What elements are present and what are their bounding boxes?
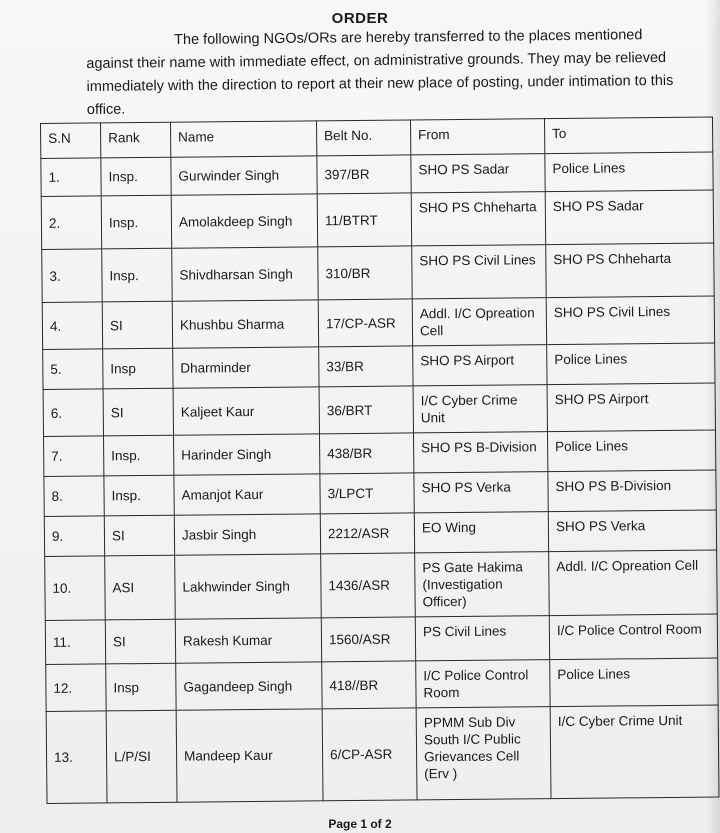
- cell-sn: 10.: [45, 556, 106, 621]
- cell-from: PPMM Sub Div South I/C Public Grievances Cell (Erv ): [416, 707, 551, 800]
- cell-from: SHO PS Verka: [414, 472, 548, 513]
- cell-from: SHO PS Chheharta: [411, 192, 546, 246]
- cell-name: Jasbir Singh: [174, 514, 320, 555]
- cell-sn: 11.: [45, 620, 105, 665]
- cell-sn: 9.: [44, 516, 104, 557]
- cell-name: Gagandeep Singh: [176, 662, 322, 710]
- cell-from: EO Wing: [414, 512, 548, 553]
- cell-rank: Insp.: [104, 435, 174, 476]
- cell-belt: 438/BR: [319, 433, 413, 474]
- cell-name: Amanjot Kaur: [174, 474, 320, 515]
- table-row: [42, 296, 714, 349]
- cell-sn: 2.: [41, 196, 102, 250]
- cell-rank: SI: [103, 388, 173, 436]
- cell-belt: 2212/ASR: [320, 513, 414, 554]
- cell-sn: 4.: [42, 302, 102, 350]
- cell-name: Lakhwinder Singh: [175, 554, 322, 619]
- table-body: [41, 152, 719, 803]
- cell-to: Addl. I/C Opreation Cell: [549, 550, 718, 616]
- order-intro: [86, 24, 687, 122]
- cell-name: Gurwinder Singh: [171, 156, 317, 195]
- cell-to: SHO PS Chheharta: [546, 243, 715, 298]
- cell-name: Kaljeet Kaur: [173, 387, 319, 435]
- table-row: [44, 430, 716, 476]
- cell-rank: ASI: [105, 555, 176, 620]
- cell-to: SHO PS B-Division: [548, 470, 716, 512]
- intro-rest: against their name with immediate effect, on administrative grounds. They may be relieved immediately with the direction to report at their new place of posting, under intimation to this office.: [86, 49, 674, 118]
- table-row: [46, 658, 718, 711]
- cell-from: Addl. I/C Opreation Cell: [412, 298, 546, 346]
- cell-belt: 1436/ASR: [321, 553, 416, 618]
- cell-from: SHO PS Sadar: [411, 154, 545, 193]
- cell-name: Mandeep Kaur: [176, 709, 323, 802]
- cell-belt: 418//BR: [322, 661, 416, 709]
- page-footer: Page 1 of 2: [328, 817, 392, 831]
- cell-belt: 6/CP-ASR: [322, 708, 417, 801]
- cell-sn: 1.: [41, 158, 101, 197]
- cell-to: SHO PS Airport: [547, 383, 715, 432]
- cell-rank: Insp.: [102, 248, 173, 302]
- cell-to: Police Lines: [545, 152, 713, 192]
- header-rank: Rank: [101, 122, 171, 158]
- cell-rank: Insp.: [101, 157, 171, 196]
- cell-to: Police Lines: [547, 430, 715, 472]
- cell-belt: 33/BR: [319, 346, 413, 387]
- cell-to: SHO PS Verka: [548, 510, 716, 552]
- table-row: [43, 383, 715, 436]
- cell-from: PS Gate Hakima (Investigation Officer): [415, 552, 550, 617]
- cell-belt: 310/BR: [318, 246, 413, 300]
- cell-name: Shivdharsan Singh: [172, 247, 319, 301]
- table-row: [41, 152, 713, 196]
- header-belt: Belt No.: [316, 120, 410, 156]
- cell-from: I/C Police Control Room: [416, 660, 550, 708]
- cell-rank: SI: [104, 515, 174, 556]
- cell-sn: 7.: [44, 436, 104, 477]
- cell-belt: 397/BR: [317, 155, 411, 194]
- cell-to: Police Lines: [547, 343, 715, 385]
- cell-sn: 8.: [44, 476, 104, 517]
- order-title: ORDER: [331, 10, 389, 27]
- transfer-table: [40, 117, 720, 804]
- table-row: [43, 343, 715, 389]
- cell-sn: 12.: [46, 664, 106, 712]
- cell-belt: 3/LPCT: [320, 473, 414, 514]
- cell-rank: Insp: [103, 348, 173, 389]
- page-edge-shadow: [706, 0, 720, 833]
- cell-name: Rakesh Kumar: [175, 618, 321, 663]
- cell-rank: SI: [105, 619, 175, 664]
- cell-belt: 36/BRT: [319, 386, 413, 434]
- cell-from: PS Civil Lines: [415, 616, 549, 661]
- table-row: [41, 190, 713, 249]
- cell-to: I/C Cyber Crime Unit: [550, 705, 719, 799]
- cell-name: Dharminder: [173, 347, 319, 388]
- header-sn: S.N: [41, 123, 101, 159]
- cell-to: I/C Police Control Room: [549, 614, 717, 660]
- cell-sn: 6.: [43, 389, 103, 437]
- cell-to: SHO PS Civil Lines: [546, 296, 714, 345]
- cell-sn: 13.: [46, 711, 107, 804]
- cell-sn: 3.: [42, 249, 103, 303]
- cell-from: SHO PS Civil Lines: [412, 245, 547, 299]
- header-from: From: [410, 119, 544, 155]
- intro-indent: [86, 44, 174, 45]
- table-row: [42, 243, 714, 302]
- transfer-table-wrap: [40, 117, 719, 804]
- cell-from: I/C Cyber Crime Unit: [413, 385, 547, 433]
- cell-rank: L/P/SI: [106, 710, 177, 803]
- cell-to: SHO PS Sadar: [545, 190, 714, 245]
- intro-line-1: The following NGOs/ORs are hereby transferred to the places mentioned: [174, 27, 643, 49]
- table-row: [44, 470, 716, 516]
- cell-belt: 17/CP-ASR: [318, 299, 412, 347]
- cell-rank: Insp.: [101, 195, 172, 249]
- cell-name: Amolakdeep Singh: [171, 194, 318, 248]
- table-row: [45, 550, 718, 620]
- table-row: [45, 614, 717, 664]
- header-to: To: [544, 117, 712, 154]
- cell-to: Police Lines: [550, 658, 718, 707]
- header-name: Name: [170, 121, 316, 157]
- cell-belt: 1560/ASR: [321, 617, 415, 662]
- cell-sn: 5.: [43, 349, 103, 390]
- cell-from: SHO PS B-Division: [413, 432, 547, 473]
- cell-rank: Insp.: [104, 475, 174, 516]
- table-row: [46, 705, 719, 803]
- cell-from: SHO PS Airport: [413, 345, 547, 386]
- cell-name: Harinder Singh: [174, 434, 320, 475]
- cell-belt: 11/BTRT: [317, 193, 412, 247]
- table-row: [44, 510, 716, 556]
- cell-name: Khushbu Sharma: [172, 300, 318, 348]
- cell-rank: SI: [102, 301, 172, 349]
- cell-rank: Insp: [106, 663, 176, 711]
